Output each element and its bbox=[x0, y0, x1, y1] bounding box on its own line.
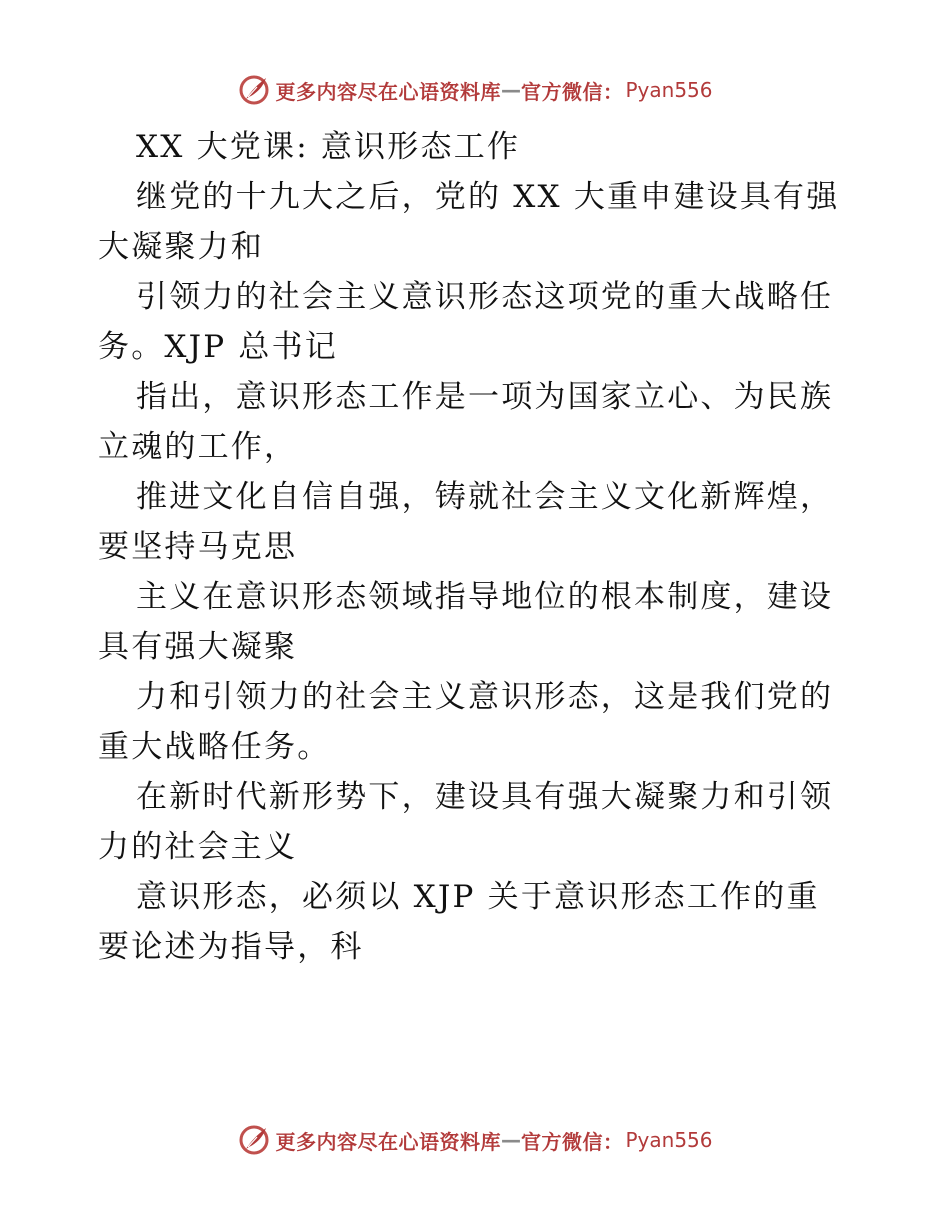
banner-wechat-id: Pyan556 bbox=[625, 1128, 713, 1152]
text-line: 引领力的社会主义意识形态这项党的重大战略任 bbox=[136, 279, 834, 315]
text-line: 在新时代新形势下，建设具有强大凝聚力和引领 bbox=[136, 779, 834, 815]
document-title: XX 大党课: 意识形态工作 bbox=[136, 129, 521, 165]
footer-banner bbox=[0, 1118, 950, 1162]
text-line: 立魂的工作， bbox=[98, 429, 298, 465]
text-line: 务。XJP 总书记 bbox=[98, 329, 339, 365]
feather-logo-icon bbox=[237, 73, 271, 107]
banner-label: 官方微信： bbox=[520, 79, 624, 104]
text-line: 力的社会主义 bbox=[98, 829, 298, 865]
banner-main-text: 更多内容尽在心语资料库 bbox=[275, 79, 501, 104]
feather-logo-icon bbox=[237, 1123, 271, 1157]
text-line: 大凝聚力和 bbox=[98, 229, 264, 265]
paragraph-lines bbox=[98, 172, 858, 972]
banner-label: 官方微信： bbox=[520, 1129, 624, 1154]
text-line: 要坚持马克思 bbox=[98, 529, 298, 565]
text-line: 意识形态，必须以 XJP 关于意识形态工作的重 bbox=[136, 879, 820, 915]
text-line: 具有强大凝聚 bbox=[98, 629, 298, 665]
text-line: 要论述为指导，科 bbox=[98, 929, 364, 965]
text-line: 推进文化自信自强，铸就社会主义文化新辉煌， bbox=[136, 479, 834, 515]
banner-main-text: 更多内容尽在心语资料库 bbox=[275, 1129, 501, 1154]
text-line: 重大战略任务。 bbox=[98, 729, 331, 765]
text-line: 指出，意识形态工作是一项为国家立心、为民族 bbox=[136, 379, 834, 415]
banner-separator: — bbox=[500, 78, 521, 102]
banner-separator: — bbox=[500, 1128, 521, 1152]
banner-wechat-id: Pyan556 bbox=[625, 78, 713, 102]
text-line: 主义在意识形态领域指导地位的根本制度，建设 bbox=[136, 579, 834, 615]
text-line: 继党的十九大之后，党的 XX 大重申建设具有强 bbox=[136, 179, 840, 215]
text-line: 力和引领力的社会主义意识形态，这是我们党的 bbox=[136, 679, 834, 715]
header-banner bbox=[0, 68, 950, 112]
document-body bbox=[98, 122, 858, 972]
